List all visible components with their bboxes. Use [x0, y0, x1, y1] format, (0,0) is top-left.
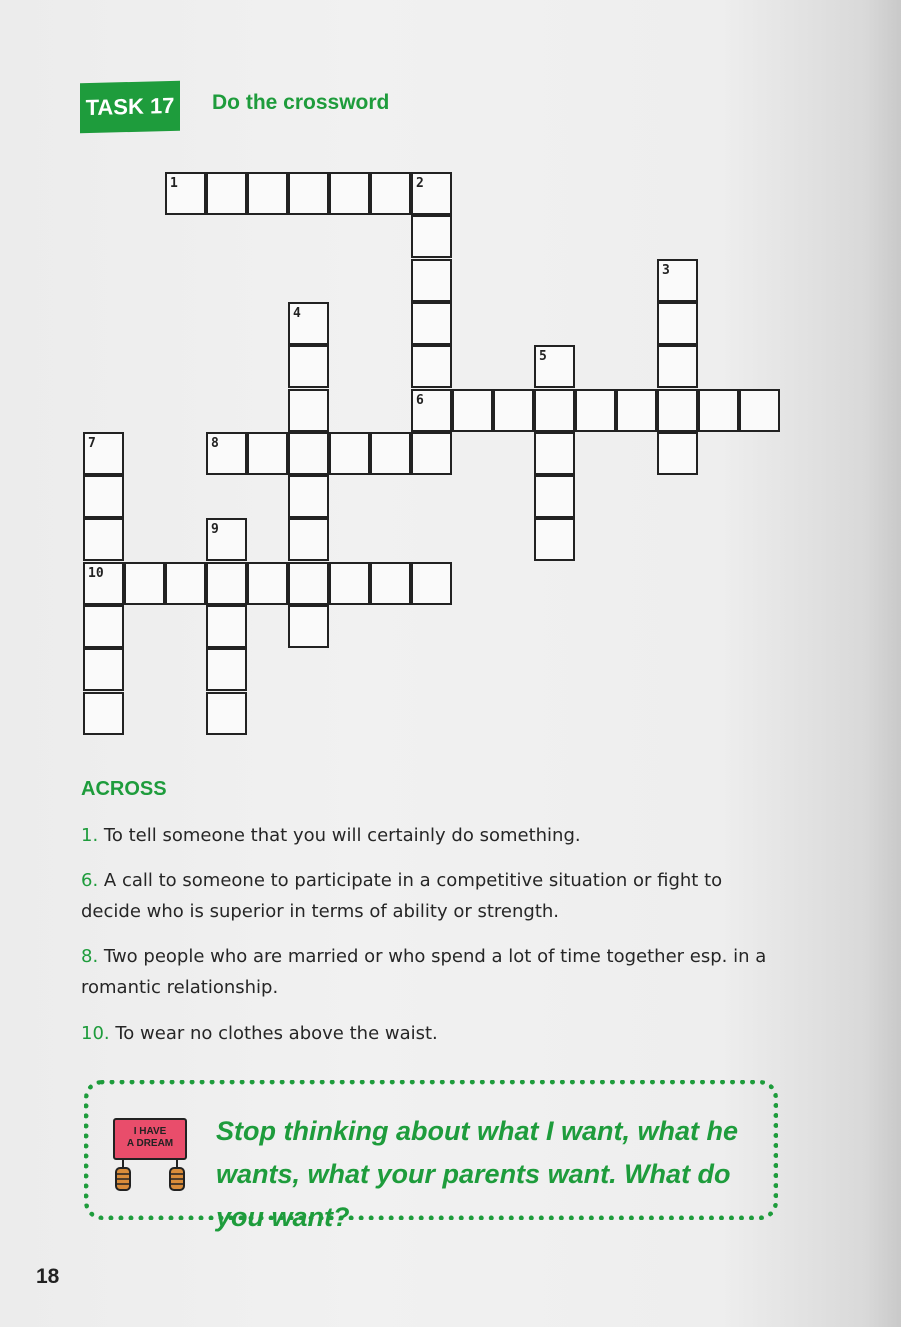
crossword-cell[interactable] — [288, 432, 329, 475]
crossword-cell[interactable] — [657, 432, 698, 475]
crossword-cell[interactable] — [83, 432, 124, 475]
crossword-cell[interactable] — [288, 605, 329, 648]
crossword-cell[interactable] — [206, 432, 247, 475]
cell-number: 1 — [170, 176, 178, 191]
crossword-cell[interactable] — [83, 648, 124, 691]
crossword-cell[interactable] — [206, 562, 247, 605]
clue-10 — [81, 1018, 781, 1049]
clue-text: To tell someone that you will certainly do something. — [103, 825, 581, 846]
clue-text: Two people who are married or who spend a lot of time together esp. in a romantic relationship. — [81, 946, 767, 998]
crossword-cell[interactable] — [206, 605, 247, 648]
crossword-cell[interactable] — [83, 605, 124, 648]
crossword-cell[interactable] — [411, 172, 452, 215]
crossword-cell[interactable] — [575, 389, 616, 432]
crossword-cell[interactable] — [206, 172, 247, 215]
crossword-cell[interactable] — [411, 345, 452, 388]
crossword-cell[interactable] — [370, 432, 411, 475]
crossword-cell[interactable] — [534, 389, 575, 432]
crossword-cell[interactable] — [288, 475, 329, 518]
crossword-cell[interactable] — [165, 562, 206, 605]
crossword-cell[interactable] — [247, 562, 288, 605]
crossword-cell[interactable] — [288, 172, 329, 215]
clue-8 — [81, 941, 781, 1003]
crossword-cell[interactable] — [206, 692, 247, 735]
crossword-cell[interactable] — [83, 692, 124, 735]
cell-number: 9 — [211, 522, 219, 538]
clue-1 — [81, 820, 781, 851]
clue-number: 1. — [81, 825, 99, 846]
sign-line-1: I HAVE — [133, 1126, 167, 1137]
clue-number: 6. — [81, 870, 99, 891]
crossword-cell[interactable] — [411, 562, 452, 605]
crossword-cell[interactable] — [329, 172, 370, 215]
cell-number: 6 — [416, 392, 424, 408]
sign-line-2: A DREAM — [126, 1138, 174, 1149]
cell-number: 5 — [539, 349, 547, 365]
crossword-cell[interactable] — [411, 389, 452, 432]
crossword-cell[interactable] — [616, 389, 657, 432]
crossword-cell[interactable] — [534, 518, 575, 561]
quote-text: Stop thinking about what I want, what he wants, what your parents want. What do you want? — [216, 1116, 738, 1232]
crossword-cell[interactable] — [247, 432, 288, 475]
crossword-cell[interactable] — [657, 345, 698, 388]
across-heading: ACROSS — [81, 778, 167, 800]
crossword-cell[interactable] — [288, 345, 329, 388]
cell-number: 4 — [293, 305, 301, 321]
i-have-a-dream-sign-icon — [113, 1118, 187, 1194]
crossword-cell[interactable] — [329, 562, 370, 605]
crossword-cell[interactable] — [165, 172, 206, 215]
crossword-cell[interactable] — [657, 302, 698, 345]
crossword-cell[interactable] — [83, 562, 124, 605]
task-title: Do the crossword — [212, 91, 390, 114]
crossword-cell[interactable] — [657, 259, 698, 302]
crossword-cell[interactable] — [288, 389, 329, 432]
crossword-cell[interactable] — [657, 389, 698, 432]
crossword-cell[interactable] — [124, 562, 165, 605]
crossword-cell[interactable] — [206, 648, 247, 691]
crossword-cell[interactable] — [370, 562, 411, 605]
crossword-cell[interactable] — [411, 302, 452, 345]
task-badge: TASK 17 — [80, 81, 180, 134]
clue-text: To wear no clothes above the waist. — [115, 1023, 438, 1044]
crossword-cell[interactable] — [739, 389, 780, 432]
crossword-cell[interactable] — [83, 475, 124, 518]
crossword-cell[interactable] — [698, 389, 739, 432]
crossword-cell[interactable] — [493, 389, 534, 432]
crossword-cell[interactable] — [534, 432, 575, 475]
cell-number: 10 — [88, 565, 104, 581]
crossword-cell[interactable] — [288, 562, 329, 605]
crossword-cell[interactable] — [411, 432, 452, 475]
clue-text: A call to someone to participate in a competitive situation or fight to decide who is superior in terms of ability or strength. — [81, 870, 723, 922]
crossword-cell[interactable] — [288, 302, 329, 345]
crossword-cell[interactable] — [370, 172, 411, 215]
crossword-cell[interactable] — [534, 345, 575, 388]
crossword-cell[interactable] — [83, 518, 124, 561]
crossword-cell[interactable] — [329, 432, 370, 475]
clue-6 — [81, 865, 781, 927]
clue-number: 8. — [81, 946, 99, 967]
cell-number: 3 — [662, 262, 670, 278]
crossword-cell[interactable] — [247, 172, 288, 215]
crossword-cell[interactable] — [411, 259, 452, 302]
cell-number: 2 — [416, 176, 424, 191]
cell-number: 7 — [88, 435, 96, 451]
clue-number: 10. — [81, 1023, 110, 1044]
crossword-cell[interactable] — [534, 475, 575, 518]
crossword-cell[interactable] — [411, 215, 452, 258]
cell-number: 8 — [211, 435, 219, 451]
crossword-cell[interactable] — [206, 518, 247, 561]
crossword-cell[interactable] — [288, 518, 329, 561]
crossword-cell[interactable] — [452, 389, 493, 432]
page-number: 18 — [36, 1265, 60, 1288]
hands-icon — [113, 1118, 187, 1194]
